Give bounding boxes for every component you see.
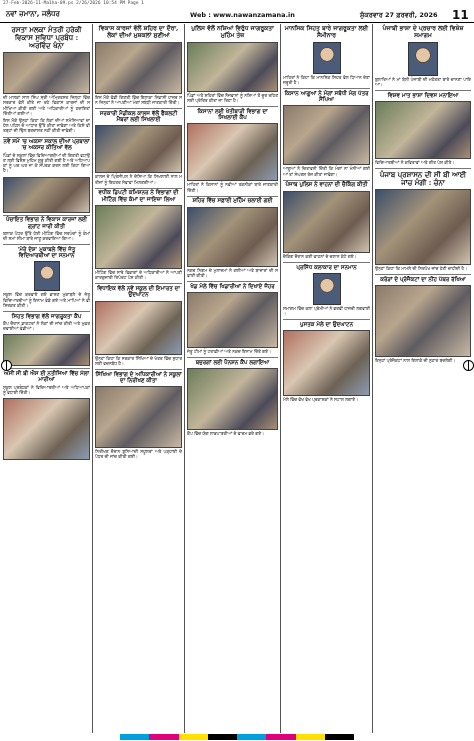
article-text: ਸਕੂਲ ਪ੍ਰਬੰਧਕਾਂ ਨੇ ਵਿਦਿਆਰਥੀਆਂ ਅਤੇ ਅਧਿਆਪਕਾਂ ਨੂੰ ਵਧਾਈ ਦਿੱਤੀ। <box>3 385 90 396</box>
article-text: ਮੀਟਿੰਗ ਵਿੱਚ ਸਾਰੇ ਵਿਭਾਗਾਂ ਦੇ ਅਧਿਕਾਰੀਆਂ ਨੇ ਆਪਣੀ ਕਾਰਗੁਜ਼ਾਰੀ ਰਿਪੋਰਟ ਪੇਸ਼ ਕੀਤੀ। <box>95 271 182 282</box>
article-text: ਜੇਤੂ ਟੀਮਾਂ ਨੂੰ ਟਰਾਫ਼ੀਆਂ ਅਤੇ ਨਕਦ ਇਨਾਮ ਦਿੱਤੇ ਗਏ। <box>187 350 271 356</box>
headline: ਪੰਜਾਬੀ ਭਾਸ਼ਾ ਦੇ ਪ੍ਰਚਾਰ ਲਈ ਵਿਸ਼ੇਸ਼ ਸਮਾਗਮ <box>382 25 464 39</box>
column-rule <box>372 24 373 733</box>
news-photo <box>95 386 182 448</box>
portrait-photo <box>34 261 60 291</box>
headline: ਵਿਕਾਸ ਕਾਰਜਾਂ ਵੱਲੋਂ ਸ਼ਹਿਰ ਦਾ ਦੌਰਾ, ਲੋਕਾਂ ਦੀਆਂ ਮੁਸ਼ਕਲਾਂ ਸੁਣੀਆਂ <box>98 25 179 39</box>
news-photo <box>187 42 278 92</box>
headline: ਕਿਸਾਨਾਂ ਲਈ ਖੇਤੀਬਾੜੀ ਵਿਭਾਗ ਦਾ ਸਿਖਲਾਈ ਕੈਂਪ <box>197 108 268 122</box>
article-text: ਸਕੂਲ ਵਿੱਚ ਕਰਵਾਏ ਗਏ ਭਾਸ਼ਣ ਮੁਕਾਬਲੇ ਦੇ ਜੇਤੂ ਵਿਦਿਆਰਥੀਆਂ ਨੂੰ ਇਨਾਮ ਵੰਡੇ ਗਏ ਅਤੇ ਮਾਪਿਆਂ ਨੇ ਵੀ ਸ਼ਿਰਕਤ ਕੀਤੀ। <box>3 293 90 309</box>
headline: ਵਿਸ਼ਵ ਮਾਤ ਭਾਸ਼ਾ ਦਿਵਸ ਮਨਾਇਆ <box>387 92 459 99</box>
news-photo <box>95 301 182 355</box>
article-text: ਵਿਦਿਆਰਥੀਆਂ ਨੇ ਕਵਿਤਾਵਾਂ ਅਤੇ ਗੀਤ ਪੇਸ਼ ਕੀਤੇ। <box>375 161 455 167</box>
article-text: ਮਾਹਿਰਾਂ ਨੇ ਕਿਹਾ ਕਿ ਮਾਨਸਿਕ ਸਿਹਤ ਵੱਲ ਧਿਆਨ ਦੇਣਾ ਜ਼ਰੂਰੀ ਹੈ। <box>283 75 370 86</box>
article-text: ਇਸ ਮੌਕੇ ਵੱਡੀ ਗਿਣਤੀ ਵਿੱਚ ਇਲਾਕਾ ਨਿਵਾਸੀ ਹਾਜ਼ਰ ਸਨ ਜਿਨ੍ਹਾਂ ਨੇ ਆਪਣੀਆਂ ਮੰਗਾਂ ਸਬੰਧੀ ਜਾਣਕਾਰੀ ਦਿੱਤੀ। <box>95 95 182 106</box>
website-url[interactable]: Web : www.nawanzamana.in <box>190 11 295 19</box>
news-photo <box>95 125 182 173</box>
news-photo <box>375 101 471 159</box>
registration-mark-icon <box>463 360 474 371</box>
headline: ਨਵੇਂ ਸਮੇਂ 'ਚ ਅਕਸਾ ਸਕਾਲ ਦੀਆਂ ਪ੍ਰਬਾਲਾਂ 'ਚ ਅਕਸਰ ਕੀਤਿਆਂ ਵੱਲ <box>3 139 90 152</box>
headline: ਸਿੱਖਿਆ ਵਿਭਾਗ ਦੇ ਅਧਿਕਾਰੀਆਂ ਨੇ ਸਕੂਲਾਂ ਦਾ ਨਿਰੀਖਣ ਕੀਤਾ <box>95 371 182 384</box>
headline: ਸਿਹਤ ਵਿਭਾਗ ਵੱਲੋਂ ਜਾਗਰੂਕਤਾ ਕੈਂਪ <box>11 313 82 320</box>
headline: ਪੰਜਾਬ ਪੁਲਿਸ ਨੇ ਵਾਹਨਾਂ ਦੀ ਚੈਕਿੰਗ ਕੀਤੀ <box>285 182 368 189</box>
article-text: ਨਗਰ ਨਿਗਮ ਦੇ ਮੁਲਾਜ਼ਮਾਂ ਨੇ ਗਲੀਆਂ ਅਤੇ ਬਾਜ਼ਾਰਾਂ ਦੀ ਸਫ਼ਾਈ ਕੀਤੀ। <box>187 268 278 279</box>
headline: ਪ੍ਰਸਿੱਧ ਕਲਾਕਾਰ ਦਾ ਸਨਮਾਨ <box>296 264 357 271</box>
article-text: ਬੁਲਾਰਿਆਂ ਨੇ ਮਾਂ ਬੋਲੀ ਪੰਜਾਬੀ ਦੀ ਮਹੱਤਤਾ ਬਾਰੇ ਚਾਨਣਾ ਪਾਇਆ। <box>375 77 471 88</box>
article-text: ਕੈਂਪ ਦੌਰਾਨ ਡਾਕਟਰਾਂ ਨੇ ਲੋਕਾਂ ਦੀ ਜਾਂਚ ਕੀਤੀ ਅਤੇ ਮੁਫ਼ਤ ਦਵਾਈਆਂ ਵੰਡੀਆਂ। <box>3 321 90 333</box>
headline: ਸਰਕਾਰੀ ਮੈਡੀਕਲ ਕਾਲਜ ਵੱਲੋਂ ਫੈਕਲਟੀ ਮੈਂਬਰਾਂ ਲਈ ਸਿਖਲਾਈ <box>99 110 178 124</box>
column-rule <box>92 24 93 733</box>
newspaper-name: ਨਵਾਂ ਜ਼ਮਾਨਾ, ਜਲੰਧਰ <box>6 10 60 18</box>
article-text: ਚੈਕਿੰਗ ਦੌਰਾਨ ਕਈ ਵਾਹਨਾਂ ਦੇ ਚਲਾਨ ਕੱਟੇ ਗਏ। <box>283 254 357 260</box>
column-2 <box>95 24 182 733</box>
article-text: ਉਨ੍ਹਾਂ ਕਿਹਾ ਕਿ ਸਰਕਾਰ ਸਿੱਖਿਆ ਦੇ ਖੇਤਰ ਵਿੱਚ ਸੁਧਾਰ ਲਈ ਵਚਨਬੱਧ ਹੈ। <box>95 356 182 367</box>
headline: ਅਸੀਂ ਸੀ ਬੀ ਐਸ ਈ ਨਤੀਜਿਆਂ ਵਿੱਚ ਮੱਲਾਂ ਮਾਰੀਆਂ <box>3 370 90 384</box>
column-rule <box>280 24 281 733</box>
news-photo <box>187 368 278 430</box>
news-photo <box>3 52 90 94</box>
headline: ਸ਼ਹਿਰ ਵਿੱਚ ਸਫ਼ਾਈ ਮੁਹਿੰਮ ਚਲਾਈ ਗਈ <box>192 198 273 205</box>
print-color-bar <box>120 734 354 740</box>
article-text: ਨਿਰੀਖਣ ਦੌਰਾਨ ਬੁਨਿਆਦੀ ਸਹੂਲਤਾਂ ਅਤੇ ਪੜ੍ਹਾਈ ਦੇ ਪੱਧਰ ਦੀ ਜਾਂਚ ਕੀਤੀ ਗਈ। <box>95 450 182 461</box>
headline: ਮਾਨਸਿਕ ਸਿਹਤ ਬਾਰੇ ਜਾਗਰੂਕਤਾ ਲਈ ਸੈਮੀਨਾਰ <box>284 25 369 39</box>
news-photo <box>187 207 278 267</box>
news-photo <box>95 42 182 94</box>
headline: ਰਸਤਾ ਮਲਕਾ ਮੰਤਰੀ ਹਰੇਕੀ ਵਿਕਾਸ ਸੁਵਿਧਾ ਪ੍ਰਬੰਧ : ਅਰਵਿੰਦ ਖੰਨਾ <box>11 25 82 51</box>
headline: ਬਜ਼ੁਰਗਾਂ ਲਈ ਪੈਨਸ਼ਨ ਕੈਂਪ ਲਗਾਇਆ <box>195 359 270 366</box>
portrait-photo <box>408 42 438 76</box>
page-number: 11 <box>452 8 469 22</box>
headline: 'ਮੇਰੇ ਦੇਸ਼' ਮੁਕਾਬਲੇ ਵਿੱਚ ਜੇਤੂ ਵਿਦਿਆਰਥੀਆਂ ਦਾ ਸਨਮਾਨ <box>17 246 76 260</box>
portrait-photo <box>313 42 341 74</box>
news-photo <box>3 398 90 460</box>
article-text: ਇਨ੍ਹਾਂ ਪ੍ਰੋਜੈਕਟਾਂ ਨਾਲ ਇਲਾਕੇ ਦੀ ਨੁਹਾਰ ਬਦਲੇਗੀ। <box>375 359 456 365</box>
masthead <box>0 9 474 23</box>
headline: ਪੰਜਾਬ ਪ੍ਰਸ਼ਾਸਨ ਦੀ ਸੀ ਬੀ ਆਈ ਜਾਂਚ ਮੰਗੀ : ਚੰਨਾ <box>379 169 467 187</box>
headline: ਖੇਡ ਮੇਲੇ ਵਿੱਚ ਖਿਡਾਰੀਆਂ ਨੇ ਦਿਖਾਏ ਜੌਹਰ <box>190 283 275 290</box>
column-3 <box>187 24 278 733</box>
news-photo <box>375 189 471 265</box>
registration-mark-icon <box>1 360 12 371</box>
headline: ਪੁਲਿਸ ਵੱਲੋਂ ਨਸ਼ਿਆਂ ਵਿਰੁੱਧ ਜਾਗਰੂਕਤਾ ਮੁਹਿੰਮ ਤੇਜ਼ <box>191 25 274 39</box>
news-photo <box>187 292 278 348</box>
column-5 <box>375 24 471 733</box>
article-text: ਦੀ ਮਾਲਕਾਂ ਸਾਲ ਸਿੰਘ ਸ੍ਰੀ ਅੰਮ੍ਰਿਤਸਰ ਜਿਲ੍ਹਾ ਵਿੱਚ ਸਰਕਾਰ ਵੱਲੋਂ ਕੀਤੇ ਜਾ ਰਹੇ ਵਿਕਾਸ ਕਾਰਜਾਂ ਦੀ ਸਮੀਖਿਆ ਕੀਤੀ ਗਈ ਅਤੇ ਅਧਿਕਾਰੀਆਂ ਨੂੰ ਹਦਾਇਤਾਂ ਦਿੱਤੀਆਂ ਗਈਆਂ। <box>3 96 90 117</box>
article-text: ਮੇਲੇ ਵਿੱਚ ਵੱਖ ਵੱਖ ਪ੍ਰਕਾਸ਼ਕਾਂ ਨੇ ਸਟਾਲ ਲਗਾਏ। <box>283 398 359 404</box>
portrait-photo <box>313 273 341 305</box>
news-photo <box>375 285 471 357</box>
news-photo <box>283 105 370 165</box>
article-text: ਇਸ ਮੌਕੇ ਉਨ੍ਹਾਂ ਕਿਹਾ ਕਿ ਲੋਕਾਂ ਦੀਆਂ ਸਮੱਸਿਆਵਾਂ ਦਾ ਹੱਲ ਪਹਿਲ ਦੇ ਆਧਾਰ ਉੱਤੇ ਕੀਤਾ ਜਾਵੇਗਾ ਅਤੇ ਕਿਸੇ ਵੀ ਤਰ੍ਹਾਂ ਦੀ ਢਿੱਲ ਬਰਦਾਸ਼ਤ ਨਹੀਂ ਕੀਤੀ ਜਾਵੇਗੀ। <box>3 118 90 135</box>
news-photo <box>283 330 370 396</box>
article-text: ਮਾਹਿਰਾਂ ਨੇ ਕਿਸਾਨਾਂ ਨੂੰ ਨਵੀਆਂ ਤਕਨੀਕਾਂ ਬਾਰੇ ਜਾਣਕਾਰੀ ਦਿੱਤੀ। <box>187 183 278 194</box>
article-text: ਬਲਾਕ ਪੱਧਰ ਉੱਤੇ ਹੋਈ ਮੀਟਿੰਗ ਵਿੱਚ ਸਰਪੰਚਾਂ ਨੂੰ ਕੰਮਾਂ ਦੀ ਸਮਾਂ ਸੀਮਾ ਬਾਰੇ ਜਾਣੂ ਕਰਵਾਇਆ ਗਿਆ। <box>3 231 90 243</box>
article-text: ਕੈਂਪ ਵਿੱਚ ਯੋਗ ਲਾਭਪਾਤਰੀਆਂ ਦੇ ਫਾਰਮ ਭਰੇ ਗਏ। <box>187 432 264 438</box>
news-photo <box>3 177 90 213</box>
article-text: ਕਾਲਜ ਦੇ ਪ੍ਰਿੰਸੀਪਲ ਨੇ ਦੱਸਿਆ ਕਿ ਸਿਖਲਾਈ ਨਾਲ ਮਰੀਜ਼ਾਂ ਨੂੰ ਬਿਹਤਰ ਸੇਵਾਵਾਂ ਮਿਲਣਗੀਆਂ। <box>95 175 182 186</box>
headline: ਕਰੋੜਾਂ ਦੇ ਪ੍ਰੋਜੈਕਟਾਂ ਦਾ ਨੀਂਹ ਪੱਥਰ ਰੱਖਿਆ <box>380 276 466 283</box>
headline: ਵਧੀਕ ਡਿਪਟੀ ਕਮਿਸ਼ਨਰ ਨੇ ਵਿਭਾਗਾਂ ਦੀ ਮੀਟਿੰਗ ਵਿੱਚ ਕੰਮਾਂ ਦਾ ਜਾਇਜ਼ਾ ਲਿਆ <box>98 190 179 203</box>
news-photo <box>95 205 182 269</box>
article-text: ਪਿੰਡਾਂ ਅਤੇ ਸ਼ਹਿਰਾਂ ਵਿੱਚ ਨੌਜਵਾਨਾਂ ਨੂੰ ਨਸ਼ਿਆਂ ਤੋਂ ਦੂਰ ਰਹਿਣ ਲਈ ਪ੍ਰੇਰਿਤ ਕੀਤਾ ਜਾ ਰਿਹਾ ਹੈ। <box>187 93 278 104</box>
file-info-line: 27-Feb-2026-11-Ma1ha-09.ps 2/26/2026 10:54 PM Page 1 <box>3 1 144 6</box>
article-text: ਉਨ੍ਹਾਂ ਕਿਹਾ ਕਿ ਮਾਮਲੇ ਦੀ ਨਿਰਪੱਖ ਜਾਂਚ ਹੋਣੀ ਚਾਹੀਦੀ ਹੈ। <box>375 266 467 272</box>
news-photo <box>187 123 278 181</box>
column-4 <box>283 24 370 733</box>
headline: ਕਿਸਾਨ ਆਗੂਆਂ ਨੇ ਮੰਗਾਂ ਸਬੰਧੀ ਮੰਗ ਪੱਤਰ ਸੌਂਪਿਆ <box>284 90 369 104</box>
column-1 <box>3 24 90 733</box>
headline: ਪੁਸਤਕ ਮੇਲੇ ਦਾ ਉਦਘਾਟਨ <box>299 321 354 328</box>
news-photo <box>3 334 90 366</box>
news-photo <box>283 191 370 253</box>
column-rule <box>184 24 185 733</box>
headline: ਵਿਧਾਇਕ ਵੱਲੋਂ ਨਵੇਂ ਸਕੂਲ ਦੀ ਇਮਾਰਤ ਦਾ ਉਦਘਾਟਨ <box>97 286 180 299</box>
article-text: ਆਗੂਆਂ ਨੇ ਚਿਤਾਵਨੀ ਦਿੱਤੀ ਕਿ ਮੰਗਾਂ ਨਾ ਮੰਨੀਆਂ ਗਈਆਂ ਤਾਂ ਸੰਘਰਸ਼ ਤੇਜ਼ ਕੀਤਾ ਜਾਵੇਗਾ। <box>283 167 370 178</box>
issue-date: ਸ਼ੁੱਕਰਵਾਰ 27 ਫ਼ਰਵਰੀ, 2026 <box>360 11 438 19</box>
article-text: ਸਮਾਗਮ ਵਿੱਚ ਕਲਾ ਪ੍ਰੇਮੀਆਂ ਨੇ ਭਰਵੀਂ ਹਾਜ਼ਰੀ ਲਗਵਾਈ। <box>283 306 370 318</box>
article-text: ਪਿੰਡਾਂ ਦੇ ਸਕੂਲਾਂ ਵਿੱਚ ਵਿਦਿਆਰਥੀਆਂ ਦੀ ਗਿਣਤੀ ਵਧਾਉਣ ਲਈ ਵਿਸ਼ੇਸ਼ ਮੁਹਿੰਮ ਸ਼ੁਰੂ ਕੀਤੀ ਗਈ ਹੈ ਅਤੇ ਅਧਿਆਪਕਾਂ ਨੂੰ ਘਰ ਘਰ ਜਾ ਕੇ ਸੰਪਰਕ ਕਰਨ ਲਈ ਕਿਹਾ ਗਿਆ ਹੈ। <box>3 153 90 175</box>
headline: ਪੰਚਾਇਤ ਵਿਭਾਗ ਨੇ ਵਿਕਾਸ ਕਾਰਜਾਂ ਲਈ ਗ੍ਰਾਂਟ ਜਾਰੀ ਕੀਤੀ <box>5 217 88 230</box>
